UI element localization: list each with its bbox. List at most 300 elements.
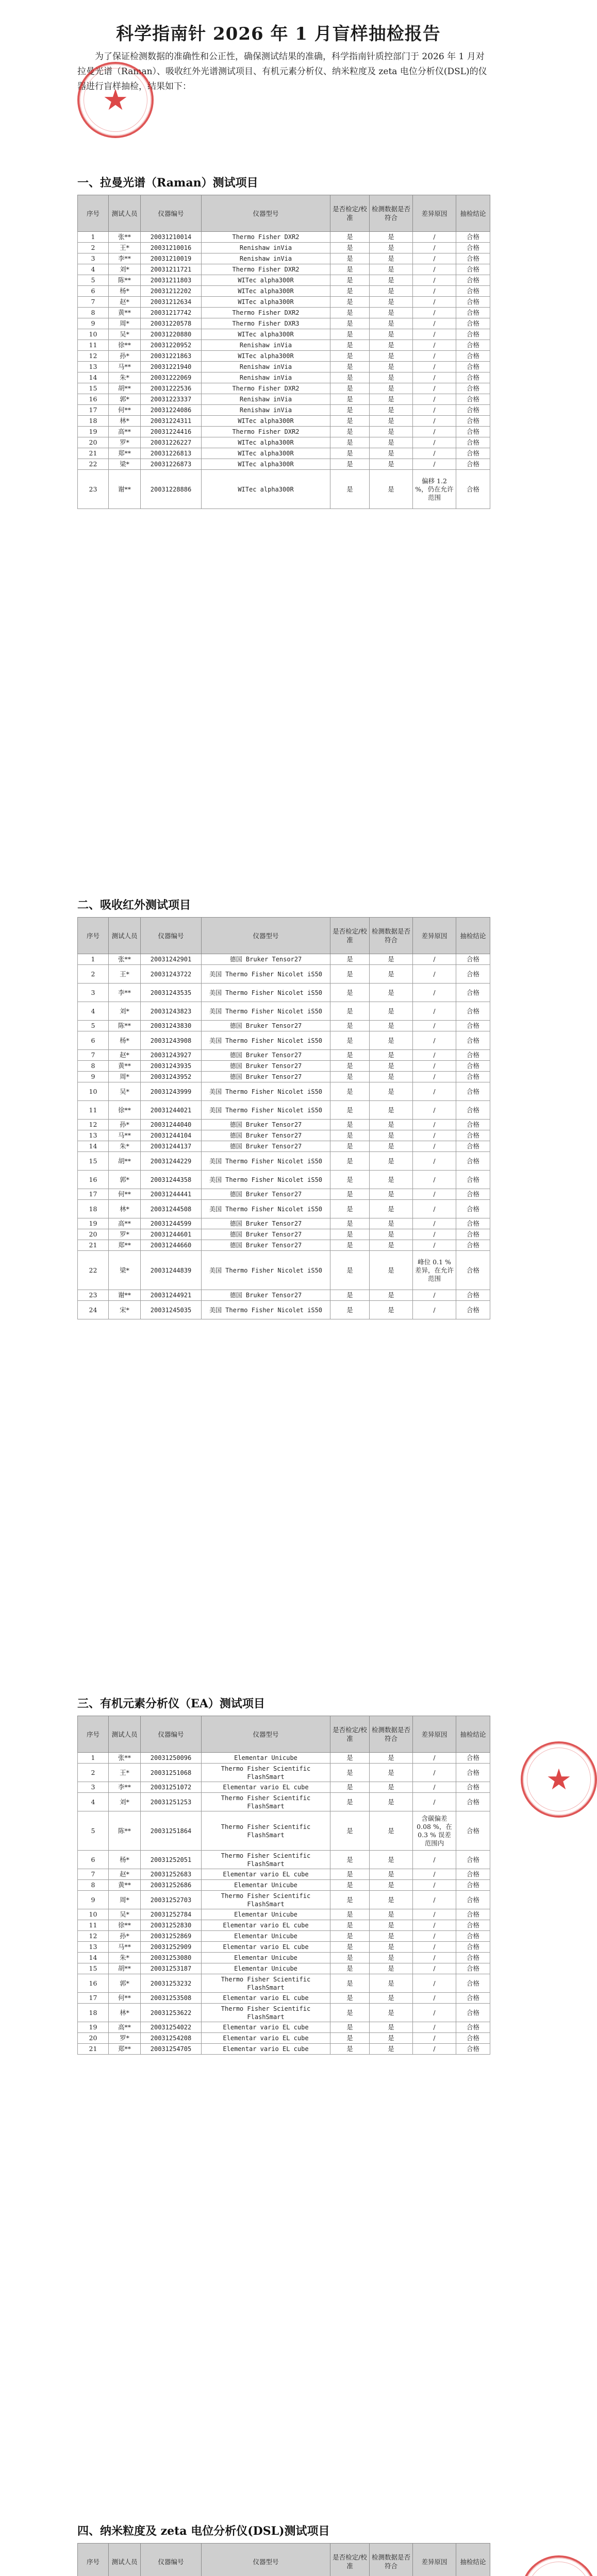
dls-table bbox=[77, 2543, 490, 2576]
cell-conclusion: 合格 bbox=[456, 383, 490, 394]
cell-number: 9 bbox=[78, 1072, 109, 1082]
cell-tester: 郑** bbox=[109, 1240, 141, 1251]
cell-difference-reason: / bbox=[413, 1229, 456, 1240]
cell-instrument-model: WITec alpha300R bbox=[202, 448, 330, 459]
cell-verified: 是 bbox=[330, 1141, 370, 1152]
cell-number: 14 bbox=[78, 1953, 109, 1963]
cell-tester: 杨* bbox=[109, 286, 141, 297]
cell-conclusion: 合格 bbox=[456, 1869, 490, 1880]
cell-data-compliant: 是 bbox=[370, 459, 413, 470]
cell-instrument-model: WITec alpha300R bbox=[202, 459, 330, 470]
cell-number: 2 bbox=[78, 243, 109, 253]
cell-data-compliant: 是 bbox=[370, 1942, 413, 1953]
cell-difference-reason: / bbox=[413, 1953, 456, 1963]
cell-instrument-number: 20031224311 bbox=[141, 416, 202, 427]
cell-verified: 是 bbox=[330, 1811, 370, 1851]
cell-number: 23 bbox=[78, 1290, 109, 1301]
cell-instrument-number: 20031253232 bbox=[141, 1974, 202, 1993]
cell-number: 13 bbox=[78, 1942, 109, 1953]
cell-instrument-number: 20031224086 bbox=[141, 405, 202, 416]
cell-conclusion: 合格 bbox=[456, 1793, 490, 1811]
cell-conclusion: 合格 bbox=[456, 1101, 490, 1120]
cell-instrument-number: 20031253508 bbox=[141, 1993, 202, 2004]
cell-instrument-model: Elementar vario EL cube bbox=[202, 1942, 330, 1953]
column-header-inst-no: 仪器编号 bbox=[141, 195, 202, 232]
cell-instrument-number: 20031220880 bbox=[141, 329, 202, 340]
cell-tester: 林* bbox=[109, 2004, 141, 2022]
cell-instrument-model: 德国 Bruker Tensor27 bbox=[202, 1130, 330, 1141]
table-row bbox=[78, 297, 490, 308]
cell-tester: 徐** bbox=[109, 340, 141, 351]
cell-verified: 是 bbox=[330, 1152, 370, 1171]
cell-conclusion: 合格 bbox=[456, 1880, 490, 1891]
cell-conclusion: 合格 bbox=[456, 1290, 490, 1301]
cell-instrument-number: 20031253080 bbox=[141, 1953, 202, 1963]
cell-tester: 周* bbox=[109, 1891, 141, 1909]
table-row bbox=[78, 253, 490, 264]
cell-instrument-number: 20031254705 bbox=[141, 2044, 202, 2055]
seal-star-icon: ★ bbox=[545, 1763, 572, 1797]
table-row bbox=[78, 1782, 490, 1793]
cell-verified: 是 bbox=[330, 362, 370, 372]
cell-tester: 马** bbox=[109, 1130, 141, 1141]
cell-tester: 杨* bbox=[109, 1031, 141, 1050]
column-header-diff: 差异原因 bbox=[413, 2544, 456, 2576]
cell-difference-reason: 偏移 1.2 %，仍在允许范围 bbox=[413, 470, 456, 509]
cell-instrument-number: 20031252051 bbox=[141, 1851, 202, 1869]
cell-data-compliant: 是 bbox=[370, 275, 413, 286]
cell-tester: 周* bbox=[109, 318, 141, 329]
cell-instrument-model: Thermo Fisher Scientific FlashSmart bbox=[202, 1974, 330, 1993]
cell-data-compliant: 是 bbox=[370, 1101, 413, 1120]
cell-number: 6 bbox=[78, 286, 109, 297]
table-row bbox=[78, 1793, 490, 1811]
cell-number: 18 bbox=[78, 2004, 109, 2022]
cell-difference-reason: / bbox=[413, 286, 456, 297]
cell-number: 17 bbox=[78, 405, 109, 416]
cell-data-compliant: 是 bbox=[370, 470, 413, 509]
cell-conclusion: 合格 bbox=[456, 1200, 490, 1218]
cell-conclusion: 合格 bbox=[456, 1021, 490, 1031]
cell-difference-reason: / bbox=[413, 1963, 456, 1974]
cell-tester: 高** bbox=[109, 2022, 141, 2033]
table-row bbox=[78, 1880, 490, 1891]
cell-verified: 是 bbox=[330, 1974, 370, 1993]
table-row bbox=[78, 1963, 490, 1974]
cell-instrument-number: 20031244104 bbox=[141, 1130, 202, 1141]
cell-instrument-number: 20031244839 bbox=[141, 1251, 202, 1290]
cell-instrument-model: Renishaw inVia bbox=[202, 405, 330, 416]
cell-data-compliant: 是 bbox=[370, 2033, 413, 2044]
cell-tester: 林* bbox=[109, 416, 141, 427]
cell-instrument-model: 德国 Bruker Tensor27 bbox=[202, 1021, 330, 1031]
table-row bbox=[78, 459, 490, 470]
cell-difference-reason: / bbox=[413, 459, 456, 470]
cell-conclusion: 合格 bbox=[456, 362, 490, 372]
cell-tester: 陈** bbox=[109, 1021, 141, 1031]
cell-data-compliant: 是 bbox=[370, 253, 413, 264]
cell-instrument-model: Elementar vario EL cube bbox=[202, 1782, 330, 1793]
cell-data-compliant: 是 bbox=[370, 1061, 413, 1072]
cell-conclusion: 合格 bbox=[456, 1931, 490, 1942]
cell-data-compliant: 是 bbox=[370, 394, 413, 405]
table-row bbox=[78, 1152, 490, 1171]
ea-table bbox=[77, 1716, 490, 2055]
cell-number: 6 bbox=[78, 1031, 109, 1050]
cell-conclusion: 合格 bbox=[456, 965, 490, 984]
cell-instrument-number: 20031252830 bbox=[141, 1920, 202, 1931]
cell-data-compliant: 是 bbox=[370, 1963, 413, 1974]
cell-conclusion: 合格 bbox=[456, 264, 490, 275]
cell-number: 7 bbox=[78, 1869, 109, 1880]
cell-instrument-model: Thermo Fisher DXR2 bbox=[202, 383, 330, 394]
cell-conclusion: 合格 bbox=[456, 1963, 490, 1974]
cell-number: 5 bbox=[78, 1811, 109, 1851]
table-row bbox=[78, 1130, 490, 1141]
column-header-verified: 是否检定/校准 bbox=[330, 2544, 370, 2576]
cell-instrument-model: WITec alpha300R bbox=[202, 351, 330, 362]
cell-verified: 是 bbox=[330, 1953, 370, 1963]
cell-verified: 是 bbox=[330, 1920, 370, 1931]
cell-tester: 赵* bbox=[109, 1050, 141, 1061]
cell-verified: 是 bbox=[330, 1301, 370, 1319]
cell-instrument-model: 德国 Bruker Tensor27 bbox=[202, 1120, 330, 1130]
cell-number: 1 bbox=[78, 1753, 109, 1764]
cell-conclusion: 合格 bbox=[456, 2004, 490, 2022]
cell-conclusion: 合格 bbox=[456, 1811, 490, 1851]
cell-number: 6 bbox=[78, 1851, 109, 1869]
cell-instrument-number: 20031244358 bbox=[141, 1171, 202, 1189]
cell-instrument-model: WITec alpha300R bbox=[202, 470, 330, 509]
table-row bbox=[78, 383, 490, 394]
cell-number: 21 bbox=[78, 2044, 109, 2055]
table-row bbox=[78, 1931, 490, 1942]
cell-conclusion: 合格 bbox=[456, 1141, 490, 1152]
cell-number: 12 bbox=[78, 1120, 109, 1130]
cell-difference-reason: / bbox=[413, 1130, 456, 1141]
cell-difference-reason: / bbox=[413, 243, 456, 253]
cell-difference-reason: / bbox=[413, 2004, 456, 2022]
table-row bbox=[78, 329, 490, 340]
cell-conclusion: 合格 bbox=[456, 1782, 490, 1793]
table-row bbox=[78, 448, 490, 459]
cell-number: 7 bbox=[78, 297, 109, 308]
cell-number: 23 bbox=[78, 470, 109, 509]
cell-verified: 是 bbox=[330, 470, 370, 509]
column-header-tester: 测试人员 bbox=[109, 1716, 141, 1753]
ir-table bbox=[77, 917, 490, 1319]
cell-verified: 是 bbox=[330, 275, 370, 286]
table-row bbox=[78, 362, 490, 372]
cell-number: 22 bbox=[78, 459, 109, 470]
cell-difference-reason: / bbox=[413, 394, 456, 405]
cell-tester: 林* bbox=[109, 1200, 141, 1218]
cell-data-compliant: 是 bbox=[370, 308, 413, 318]
cell-instrument-model: Elementar Unicube bbox=[202, 1753, 330, 1764]
cell-data-compliant: 是 bbox=[370, 1993, 413, 2004]
cell-difference-reason: / bbox=[413, 1240, 456, 1251]
cell-data-compliant: 是 bbox=[370, 437, 413, 448]
cell-instrument-model: Thermo Fisher DXR2 bbox=[202, 308, 330, 318]
column-header-verified: 是否检定/校准 bbox=[330, 918, 370, 954]
table-row bbox=[78, 1002, 490, 1021]
cell-difference-reason: / bbox=[413, 1002, 456, 1021]
cell-number: 11 bbox=[78, 1920, 109, 1931]
cell-number: 17 bbox=[78, 1993, 109, 2004]
cell-instrument-number: 20031251068 bbox=[141, 1764, 202, 1782]
cell-instrument-model: WITec alpha300R bbox=[202, 286, 330, 297]
cell-tester: 朱* bbox=[109, 1953, 141, 1963]
cell-difference-reason: / bbox=[413, 1061, 456, 1072]
cell-instrument-model: 德国 Bruker Tensor27 bbox=[202, 1290, 330, 1301]
table-row bbox=[78, 1993, 490, 2004]
table-row bbox=[78, 394, 490, 405]
cell-instrument-number: 20031210014 bbox=[141, 232, 202, 243]
cell-number: 20 bbox=[78, 1229, 109, 1240]
cell-instrument-model: WITec alpha300R bbox=[202, 437, 330, 448]
column-header-no: 序号 bbox=[78, 195, 109, 232]
cell-instrument-number: 20031244921 bbox=[141, 1290, 202, 1301]
cell-difference-reason: / bbox=[413, 2033, 456, 2044]
cell-data-compliant: 是 bbox=[370, 1072, 413, 1082]
cell-difference-reason: / bbox=[413, 232, 456, 243]
cell-difference-reason: 峰位 0.1 % 差异，在允许范围 bbox=[413, 1251, 456, 1290]
cell-data-compliant: 是 bbox=[370, 1974, 413, 1993]
section-title-dls: 四、纳米粒度及 zeta 电位分析仪(DSL)测试项目 bbox=[77, 2524, 330, 2538]
cell-instrument-number: 20031244599 bbox=[141, 1218, 202, 1229]
cell-tester: 杨* bbox=[109, 1851, 141, 1869]
page-seal-stamp bbox=[521, 1741, 597, 1818]
cell-instrument-model: WITec alpha300R bbox=[202, 329, 330, 340]
cell-verified: 是 bbox=[330, 394, 370, 405]
cell-difference-reason: / bbox=[413, 1120, 456, 1130]
cell-conclusion: 合格 bbox=[456, 253, 490, 264]
cell-conclusion: 合格 bbox=[456, 1920, 490, 1931]
cell-tester: 王* bbox=[109, 965, 141, 984]
cell-instrument-model: 德国 Bruker Tensor27 bbox=[202, 1050, 330, 1061]
cell-tester: 梁* bbox=[109, 1251, 141, 1290]
column-header-diff: 差异原因 bbox=[413, 1716, 456, 1753]
cell-tester: 李** bbox=[109, 1782, 141, 1793]
cell-number: 13 bbox=[78, 362, 109, 372]
cell-number: 7 bbox=[78, 1050, 109, 1061]
cell-instrument-number: 20031243535 bbox=[141, 984, 202, 1002]
cell-data-compliant: 是 bbox=[370, 1031, 413, 1050]
cell-conclusion: 合格 bbox=[456, 1764, 490, 1782]
cell-instrument-model: 美国 Thermo Fisher Nicolet iS50 bbox=[202, 1301, 330, 1319]
cell-verified: 是 bbox=[330, 437, 370, 448]
cell-conclusion: 合格 bbox=[456, 416, 490, 427]
table-row bbox=[78, 1909, 490, 1920]
cell-tester: 李** bbox=[109, 984, 141, 1002]
cell-data-compliant: 是 bbox=[370, 1120, 413, 1130]
cell-difference-reason: / bbox=[413, 405, 456, 416]
cell-tester: 黄** bbox=[109, 308, 141, 318]
table-row bbox=[78, 372, 490, 383]
cell-number: 21 bbox=[78, 448, 109, 459]
cell-instrument-model: Elementar Unicube bbox=[202, 1953, 330, 1963]
table-header bbox=[78, 1716, 490, 1753]
cell-number: 5 bbox=[78, 1021, 109, 1031]
cell-verified: 是 bbox=[330, 264, 370, 275]
cell-tester: 吴* bbox=[109, 329, 141, 340]
cell-instrument-number: 20031244441 bbox=[141, 1189, 202, 1200]
column-header-tester: 测试人员 bbox=[109, 918, 141, 954]
cell-data-compliant: 是 bbox=[370, 383, 413, 394]
cell-number: 9 bbox=[78, 1891, 109, 1909]
cell-tester: 郭* bbox=[109, 1171, 141, 1189]
cell-tester: 郭* bbox=[109, 1974, 141, 1993]
cell-tester: 刘* bbox=[109, 1002, 141, 1021]
cell-instrument-number: 20031226227 bbox=[141, 437, 202, 448]
cell-instrument-model: Elementar vario EL cube bbox=[202, 1920, 330, 1931]
cell-tester: 郑** bbox=[109, 448, 141, 459]
cell-verified: 是 bbox=[330, 1002, 370, 1021]
cell-difference-reason: / bbox=[413, 1891, 456, 1909]
cell-instrument-model: Elementar vario EL cube bbox=[202, 2033, 330, 2044]
cell-verified: 是 bbox=[330, 1130, 370, 1141]
cell-verified: 是 bbox=[330, 405, 370, 416]
cell-tester: 孙* bbox=[109, 1120, 141, 1130]
cell-number: 12 bbox=[78, 351, 109, 362]
cell-instrument-number: 20031252683 bbox=[141, 1869, 202, 1880]
cell-verified: 是 bbox=[330, 1942, 370, 1953]
cell-difference-reason: / bbox=[413, 1974, 456, 1993]
cell-number: 8 bbox=[78, 1880, 109, 1891]
cell-tester: 吴* bbox=[109, 1082, 141, 1101]
cell-instrument-model: 德国 Bruker Tensor27 bbox=[202, 1141, 330, 1152]
cell-instrument-number: 20031223337 bbox=[141, 394, 202, 405]
cell-difference-reason: / bbox=[413, 2022, 456, 2033]
cell-instrument-number: 20031252703 bbox=[141, 1891, 202, 1909]
cell-instrument-model: 美国 Thermo Fisher Nicolet iS50 bbox=[202, 1101, 330, 1120]
cell-difference-reason: / bbox=[413, 416, 456, 427]
table-row bbox=[78, 1942, 490, 1953]
cell-conclusion: 合格 bbox=[456, 2044, 490, 2055]
column-header-diff: 差异原因 bbox=[413, 918, 456, 954]
cell-instrument-model: WITec alpha300R bbox=[202, 297, 330, 308]
cell-instrument-model: Thermo Fisher Scientific FlashSmart bbox=[202, 1891, 330, 1909]
cell-verified: 是 bbox=[330, 1851, 370, 1869]
cell-conclusion: 合格 bbox=[456, 351, 490, 362]
cell-instrument-model: 德国 Bruker Tensor27 bbox=[202, 1072, 330, 1082]
cell-instrument-number: 20031220578 bbox=[141, 318, 202, 329]
cell-verified: 是 bbox=[330, 2044, 370, 2055]
cell-number: 3 bbox=[78, 253, 109, 264]
cell-data-compliant: 是 bbox=[370, 243, 413, 253]
cell-instrument-number: 20031243927 bbox=[141, 1050, 202, 1061]
table-row bbox=[78, 437, 490, 448]
cell-instrument-model: 德国 Bruker Tensor27 bbox=[202, 1229, 330, 1240]
column-header-compliant: 检测数据是否符合 bbox=[370, 918, 413, 954]
cell-number: 2 bbox=[78, 965, 109, 984]
table-row bbox=[78, 1200, 490, 1218]
table-row bbox=[78, 232, 490, 243]
cell-tester: 罗* bbox=[109, 1229, 141, 1240]
cell-conclusion: 合格 bbox=[456, 243, 490, 253]
table-row bbox=[78, 1189, 490, 1200]
cell-number: 15 bbox=[78, 383, 109, 394]
cell-conclusion: 合格 bbox=[456, 1229, 490, 1240]
cell-number: 15 bbox=[78, 1152, 109, 1171]
cell-tester: 周* bbox=[109, 1072, 141, 1082]
cell-difference-reason: / bbox=[413, 297, 456, 308]
cell-verified: 是 bbox=[330, 416, 370, 427]
cell-instrument-model: Elementar vario EL cube bbox=[202, 2022, 330, 2033]
table-row bbox=[78, 965, 490, 984]
cell-instrument-number: 20031244137 bbox=[141, 1141, 202, 1152]
cell-tester: 李** bbox=[109, 253, 141, 264]
cell-tester: 胡** bbox=[109, 1152, 141, 1171]
table-row bbox=[78, 1082, 490, 1101]
cell-number: 4 bbox=[78, 1793, 109, 1811]
cell-difference-reason: / bbox=[413, 372, 456, 383]
cell-verified: 是 bbox=[330, 1072, 370, 1082]
cell-conclusion: 合格 bbox=[456, 297, 490, 308]
cell-conclusion: 合格 bbox=[456, 470, 490, 509]
cell-number: 18 bbox=[78, 416, 109, 427]
table-row bbox=[78, 351, 490, 362]
cell-number: 16 bbox=[78, 1974, 109, 1993]
table-row bbox=[78, 954, 490, 965]
cell-conclusion: 合格 bbox=[456, 1891, 490, 1909]
cell-difference-reason: / bbox=[413, 1141, 456, 1152]
cell-verified: 是 bbox=[330, 329, 370, 340]
cell-tester: 吴* bbox=[109, 1909, 141, 1920]
column-header-verified: 是否检定/校准 bbox=[330, 1716, 370, 1753]
cell-data-compliant: 是 bbox=[370, 1811, 413, 1851]
cell-instrument-number: 20031220952 bbox=[141, 340, 202, 351]
cell-number: 22 bbox=[78, 1251, 109, 1290]
cell-difference-reason: / bbox=[413, 264, 456, 275]
column-header-model: 仪器型号 bbox=[202, 918, 330, 954]
cell-verified: 是 bbox=[330, 2004, 370, 2022]
table-row bbox=[78, 1061, 490, 1072]
cell-instrument-model: 德国 Bruker Tensor27 bbox=[202, 954, 330, 965]
column-header-compliant: 检测数据是否符合 bbox=[370, 195, 413, 232]
cell-difference-reason: / bbox=[413, 1189, 456, 1200]
cell-difference-reason: / bbox=[413, 1031, 456, 1050]
cell-number: 11 bbox=[78, 1101, 109, 1120]
cell-difference-reason: / bbox=[413, 1171, 456, 1189]
column-header-verified: 是否检定/校准 bbox=[330, 195, 370, 232]
cell-tester: 赵* bbox=[109, 297, 141, 308]
cell-instrument-number: 20031222069 bbox=[141, 372, 202, 383]
cell-data-compliant: 是 bbox=[370, 1082, 413, 1101]
cell-conclusion: 合格 bbox=[456, 2022, 490, 2033]
cell-conclusion: 合格 bbox=[456, 1050, 490, 1061]
cell-difference-reason: / bbox=[413, 1101, 456, 1120]
cell-conclusion: 合格 bbox=[456, 1171, 490, 1189]
cell-data-compliant: 是 bbox=[370, 2004, 413, 2022]
cell-instrument-number: 20031243952 bbox=[141, 1072, 202, 1082]
cell-verified: 是 bbox=[330, 1251, 370, 1290]
cell-conclusion: 合格 bbox=[456, 1753, 490, 1764]
cell-instrument-model: 德国 Bruker Tensor27 bbox=[202, 1061, 330, 1072]
cell-conclusion: 合格 bbox=[456, 1240, 490, 1251]
cell-tester: 何** bbox=[109, 405, 141, 416]
cell-data-compliant: 是 bbox=[370, 351, 413, 362]
cell-data-compliant: 是 bbox=[370, 1782, 413, 1793]
cell-instrument-model: 德国 Bruker Tensor27 bbox=[202, 1189, 330, 1200]
cell-instrument-model: Renishaw inVia bbox=[202, 243, 330, 253]
cell-number: 20 bbox=[78, 437, 109, 448]
cell-tester: 王* bbox=[109, 243, 141, 253]
cell-verified: 是 bbox=[330, 1120, 370, 1130]
cell-instrument-number: 20031224416 bbox=[141, 427, 202, 437]
cell-tester: 马** bbox=[109, 362, 141, 372]
cell-data-compliant: 是 bbox=[370, 1880, 413, 1891]
